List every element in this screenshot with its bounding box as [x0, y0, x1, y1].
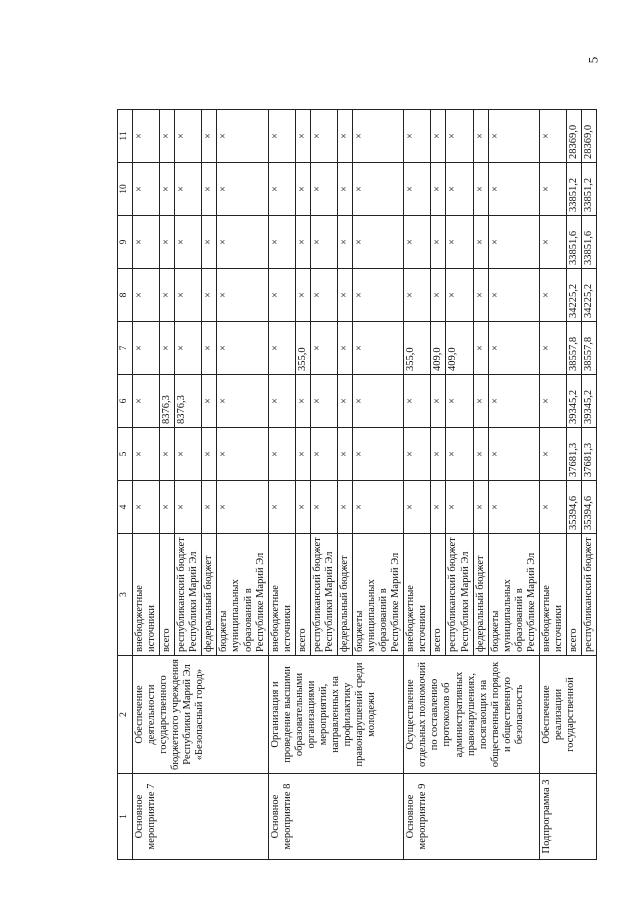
table-header: [118, 110, 133, 860]
amount-cell: ×: [473, 322, 488, 375]
amount-cell: ×: [488, 428, 539, 481]
amount-cell: ×: [353, 110, 404, 163]
amount-cell: ×: [488, 110, 539, 163]
amount-cell: 37681,3: [567, 428, 582, 481]
amount-cell: ×: [160, 269, 175, 322]
amount-cell: 33851,6: [567, 216, 582, 269]
amount-cell: ×: [133, 110, 160, 163]
amount-cell: ×: [268, 110, 295, 163]
amount-cell: ×: [488, 163, 539, 216]
amount-cell: ×: [404, 216, 431, 269]
amount-cell: ×: [310, 216, 337, 269]
amount-cell: ×: [295, 269, 310, 322]
funding-source: федеральный бюджет: [473, 534, 488, 656]
amount-cell: ×: [268, 375, 295, 428]
amount-cell: ×: [133, 375, 160, 428]
amount-cell: 34225,2: [567, 269, 582, 322]
amount-cell: ×: [160, 481, 175, 534]
amount-cell: ×: [337, 269, 352, 322]
amount-cell: ×: [337, 375, 352, 428]
program-name: Осуществление отдельных полномочий по составлению протоколов об административных правонарушениях, посягающих на общественный порядок и общественную безопасность: [404, 656, 540, 774]
amount-cell: ×: [217, 322, 268, 375]
amount-cell: 33851,6: [582, 216, 597, 269]
amount-cell: ×: [337, 163, 352, 216]
column-number: 6: [118, 375, 133, 428]
column-number: 9: [118, 216, 133, 269]
funding-source: внебюджетные источники: [133, 534, 160, 656]
amount-cell: 33851,2: [567, 163, 582, 216]
funding-source: республиканский бюджет Республики Марий Эл: [175, 534, 202, 656]
amount-cell: ×: [353, 269, 404, 322]
amount-cell: 409,0: [431, 322, 446, 375]
amount-cell: 38557,8: [567, 322, 582, 375]
amount-cell: 39345,2: [567, 375, 582, 428]
column-number: 1: [118, 774, 133, 860]
program-code: Основное мероприятие 7: [133, 774, 269, 860]
amount-cell: ×: [268, 481, 295, 534]
amount-cell: ×: [217, 375, 268, 428]
amount-cell: ×: [488, 322, 539, 375]
funding-source: республиканский бюджет Республики Марий Эл: [310, 534, 337, 656]
amount-cell: ×: [175, 163, 202, 216]
amount-cell: ×: [160, 110, 175, 163]
amount-cell: ×: [431, 269, 446, 322]
amount-cell: 38557,8: [582, 322, 597, 375]
funding-source: бюджеты муниципальных образований в Республике Марий Эл: [488, 534, 539, 656]
program-code: Подпрограмма 3: [539, 774, 596, 860]
amount-cell: ×: [431, 216, 446, 269]
amount-cell: ×: [175, 216, 202, 269]
amount-cell: ×: [539, 110, 566, 163]
table-row: [133, 110, 160, 860]
amount-cell: ×: [473, 428, 488, 481]
amount-cell: ×: [337, 216, 352, 269]
amount-cell: ×: [539, 269, 566, 322]
budget-table: [117, 109, 597, 860]
column-number: 3: [118, 534, 133, 656]
funding-source: всего: [431, 534, 446, 656]
amount-cell: ×: [268, 269, 295, 322]
amount-cell: ×: [404, 110, 431, 163]
amount-cell: ×: [310, 428, 337, 481]
amount-cell: ×: [160, 428, 175, 481]
amount-cell: ×: [404, 269, 431, 322]
amount-cell: 355,0: [295, 322, 310, 375]
amount-cell: ×: [217, 269, 268, 322]
amount-cell: ×: [446, 110, 473, 163]
amount-cell: ×: [353, 322, 404, 375]
program-name: Обеспечение реализации государственной: [539, 656, 596, 774]
amount-cell: ×: [446, 375, 473, 428]
amount-cell: ×: [310, 269, 337, 322]
amount-cell: ×: [217, 163, 268, 216]
amount-cell: ×: [337, 322, 352, 375]
amount-cell: ×: [268, 163, 295, 216]
amount-cell: ×: [404, 375, 431, 428]
amount-cell: ×: [133, 163, 160, 216]
funding-source: всего: [295, 534, 310, 656]
funding-source: бюджеты муниципальных образований в Республике Марий Эл: [217, 534, 268, 656]
funding-source: республиканский бюджет Республики Марий Эл: [446, 534, 473, 656]
amount-cell: ×: [310, 322, 337, 375]
amount-cell: ×: [539, 375, 566, 428]
column-number: 2: [118, 656, 133, 774]
amount-cell: ×: [404, 428, 431, 481]
amount-cell: ×: [175, 322, 202, 375]
funding-source: всего: [567, 534, 582, 656]
amount-cell: 34225,2: [582, 269, 597, 322]
amount-cell: ×: [202, 322, 217, 375]
funding-source: внебюджетные источники: [268, 534, 295, 656]
column-number: 10: [118, 163, 133, 216]
amount-cell: 8376,3: [175, 375, 202, 428]
amount-cell: ×: [431, 428, 446, 481]
amount-cell: ×: [175, 428, 202, 481]
amount-cell: ×: [202, 428, 217, 481]
amount-cell: ×: [337, 110, 352, 163]
amount-cell: ×: [310, 375, 337, 428]
amount-cell: ×: [446, 428, 473, 481]
amount-cell: 39345,2: [582, 375, 597, 428]
funding-source: федеральный бюджет: [337, 534, 352, 656]
amount-cell: ×: [202, 481, 217, 534]
funding-source: всего: [160, 534, 175, 656]
program-name: Обеспечение деятельности государственного бюджетного учреждения Республики Марий Эл «Безопасный город»: [133, 656, 269, 774]
amount-cell: ×: [539, 163, 566, 216]
funding-source: республиканский бюджет: [582, 534, 597, 656]
amount-cell: 8376,3: [160, 375, 175, 428]
amount-cell: ×: [295, 428, 310, 481]
amount-cell: 35394,6: [582, 481, 597, 534]
amount-cell: ×: [446, 216, 473, 269]
amount-cell: ×: [404, 163, 431, 216]
amount-cell: ×: [295, 481, 310, 534]
amount-cell: ×: [404, 481, 431, 534]
amount-cell: ×: [337, 428, 352, 481]
amount-cell: 33851,2: [582, 163, 597, 216]
amount-cell: ×: [175, 110, 202, 163]
amount-cell: ×: [268, 216, 295, 269]
column-numbers-row: [118, 110, 133, 860]
amount-cell: ×: [202, 110, 217, 163]
amount-cell: ×: [473, 163, 488, 216]
amount-cell: ×: [217, 481, 268, 534]
amount-cell: ×: [217, 110, 268, 163]
amount-cell: 35394,6: [567, 481, 582, 534]
amount-cell: ×: [175, 269, 202, 322]
amount-cell: ×: [446, 269, 473, 322]
amount-cell: ×: [295, 163, 310, 216]
amount-cell: ×: [353, 428, 404, 481]
table-row: [268, 110, 295, 860]
program-name: Организация и проведение высшими образовательными организациями мероприятий, направленных на профилактику правонарушений среди молодежи: [268, 656, 404, 774]
amount-cell: 409,0: [446, 322, 473, 375]
table-body: [133, 110, 597, 860]
amount-cell: ×: [353, 375, 404, 428]
amount-cell: ×: [539, 481, 566, 534]
amount-cell: ×: [295, 375, 310, 428]
amount-cell: ×: [268, 322, 295, 375]
amount-cell: ×: [160, 216, 175, 269]
amount-cell: ×: [473, 481, 488, 534]
amount-cell: ×: [353, 163, 404, 216]
page-number: 5: [585, 56, 601, 64]
amount-cell: ×: [446, 163, 473, 216]
amount-cell: ×: [268, 428, 295, 481]
amount-cell: ×: [473, 216, 488, 269]
amount-cell: ×: [133, 481, 160, 534]
amount-cell: ×: [488, 375, 539, 428]
funding-source: федеральный бюджет: [202, 534, 217, 656]
amount-cell: ×: [202, 216, 217, 269]
amount-cell: ×: [431, 163, 446, 216]
amount-cell: ×: [337, 481, 352, 534]
amount-cell: ×: [431, 481, 446, 534]
column-number: 7: [118, 322, 133, 375]
amount-cell: ×: [133, 216, 160, 269]
table-row: [539, 110, 566, 860]
amount-cell: ×: [539, 216, 566, 269]
amount-cell: ×: [133, 322, 160, 375]
amount-cell: ×: [175, 481, 202, 534]
amount-cell: ×: [202, 163, 217, 216]
amount-cell: ×: [353, 216, 404, 269]
amount-cell: ×: [539, 322, 566, 375]
amount-cell: ×: [488, 269, 539, 322]
amount-cell: ×: [488, 481, 539, 534]
amount-cell: ×: [160, 322, 175, 375]
amount-cell: ×: [310, 110, 337, 163]
amount-cell: ×: [295, 110, 310, 163]
amount-cell: ×: [473, 375, 488, 428]
funding-source: внебюджетные источники: [539, 534, 566, 656]
amount-cell: 28369,0: [582, 110, 597, 163]
column-number: 11: [118, 110, 133, 163]
column-number: 5: [118, 428, 133, 481]
amount-cell: ×: [133, 428, 160, 481]
amount-cell: ×: [160, 163, 175, 216]
amount-cell: ×: [473, 110, 488, 163]
amount-cell: ×: [310, 481, 337, 534]
amount-cell: 28369,0: [567, 110, 582, 163]
amount-cell: ×: [431, 110, 446, 163]
program-code: Основное мероприятие 9: [404, 774, 540, 860]
funding-source: бюджеты муниципальных образований в Республике Марий Эл: [353, 534, 404, 656]
amount-cell: 355,0: [404, 322, 431, 375]
amount-cell: ×: [353, 481, 404, 534]
program-code: Основное мероприятие 8: [268, 774, 404, 860]
amount-cell: ×: [133, 269, 160, 322]
amount-cell: ×: [295, 216, 310, 269]
amount-cell: ×: [446, 481, 473, 534]
column-number: 8: [118, 269, 133, 322]
amount-cell: ×: [539, 428, 566, 481]
amount-cell: 37681,3: [582, 428, 597, 481]
amount-cell: ×: [488, 216, 539, 269]
funding-source: внебюджетные источники: [404, 534, 431, 656]
amount-cell: ×: [431, 375, 446, 428]
amount-cell: ×: [202, 375, 217, 428]
amount-cell: ×: [217, 216, 268, 269]
amount-cell: ×: [310, 163, 337, 216]
column-number: 4: [118, 481, 133, 534]
table-row: [404, 110, 431, 860]
amount-cell: ×: [473, 269, 488, 322]
amount-cell: ×: [217, 428, 268, 481]
amount-cell: ×: [202, 269, 217, 322]
